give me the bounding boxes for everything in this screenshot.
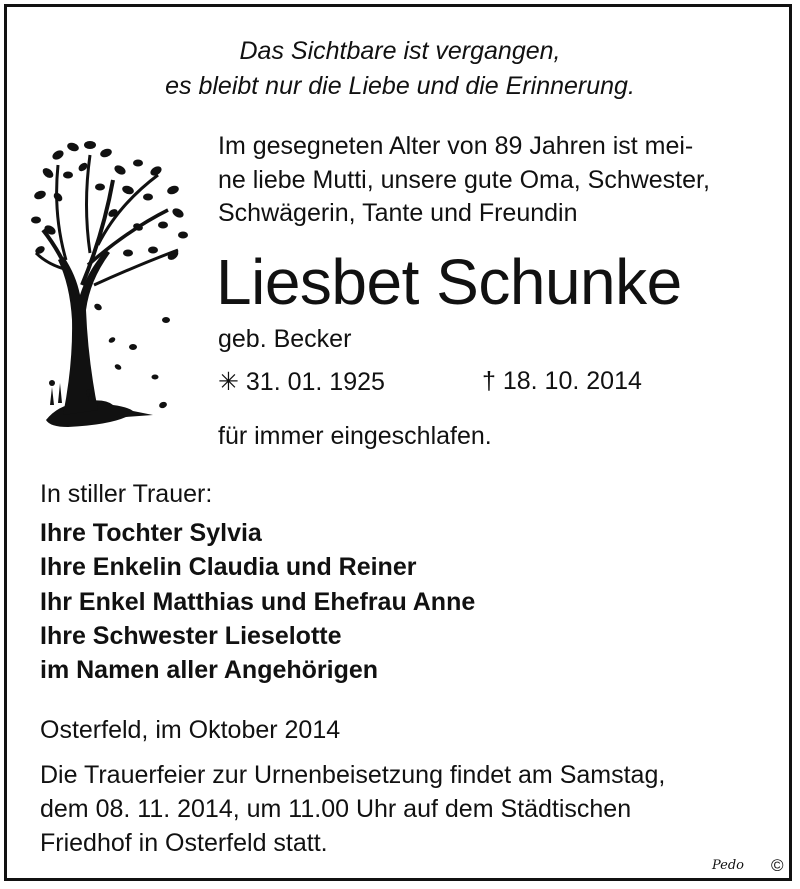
designer-signature: Pedo (712, 858, 745, 873)
death-date: 18. 10. 2014 (502, 367, 642, 395)
motto-line-2: es bleibt nur die Liebe und die Erinnerung. (165, 72, 635, 100)
copyright-icon: © (771, 856, 784, 875)
asterisk-icon: ✳ (218, 368, 239, 396)
intro-line-2: ne liebe Mutti, unsere gute Oma, Schwester, (218, 166, 710, 194)
intro-line-3: Schwägerin, Tante und Freundin (218, 199, 578, 227)
service-line-1: Die Trauerfeier zur Urnenbeisetzung findet am Samstag, (40, 761, 666, 789)
mourner-name: im Namen aller Angehörigen (40, 656, 379, 684)
service-line-3: Friedhof in Osterfeld statt. (40, 829, 328, 857)
mourner-name: Ihre Tochter Sylvia (40, 519, 262, 547)
mourner-name: Ihr Enkel Matthias und Ehefrau Anne (40, 588, 476, 616)
birth-date: 31. 01. 1925 (245, 368, 385, 396)
mourner-name: Ihre Enkelin Claudia und Reiner (40, 553, 417, 581)
maiden-name: geb. Becker (218, 325, 352, 353)
deceased-name: Liesbet Schunke (216, 246, 682, 318)
mourner-name: Ihre Schwester Lieselotte (40, 622, 342, 650)
motto-line-1: Das Sichtbare ist vergangen, (239, 37, 561, 65)
place-date: Osterfeld, im Oktober 2014 (40, 716, 341, 744)
intro-line-1: Im gesegneten Alter von 89 Jahren ist mei- (218, 132, 694, 160)
mourners-heading: In stiller Trauer: (40, 480, 213, 508)
service-line-2: dem 08. 11. 2014, um 11.00 Uhr auf dem Städtischen (40, 795, 632, 823)
birth-date-row (218, 367, 385, 397)
tree-icon (28, 135, 193, 435)
death-date-row (482, 367, 642, 396)
cross-icon: † (482, 367, 496, 395)
closing-text: für immer eingeschlafen. (218, 422, 492, 450)
